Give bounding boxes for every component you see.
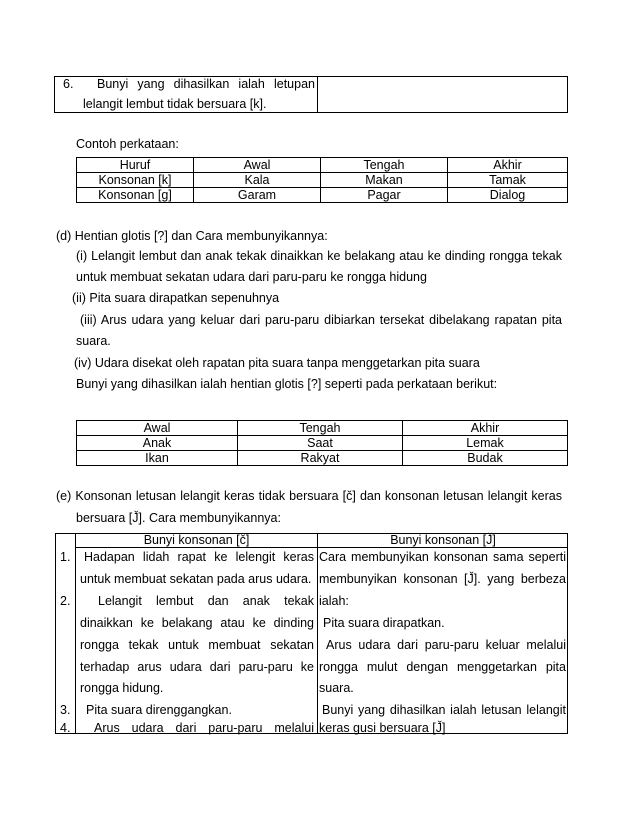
table-row xyxy=(77,436,568,451)
t1-cell: Kala xyxy=(194,173,321,188)
table3-divider-middle xyxy=(317,533,318,734)
item6-line2: lelangit lembut tidak bersuara [k]. xyxy=(83,97,267,111)
table-examples-k-g xyxy=(76,157,568,203)
t1-cell: Garam xyxy=(194,188,321,203)
t1-cell: Dialog xyxy=(448,188,568,203)
t3-number-2: 2. xyxy=(60,594,71,608)
t3-left-line: dinaikkan ke belakang atau ke dinding xyxy=(80,616,314,630)
section-d-ii: (ii) Pita suara dirapatkan sepenuhnya xyxy=(72,291,280,305)
t2-header-tengah: Tengah xyxy=(238,421,403,436)
t1-header-awal: Awal xyxy=(194,158,321,173)
item6-empty-cell xyxy=(318,77,568,113)
t1-cell: Pagar xyxy=(321,188,448,203)
t3-left-line: rongga hidung. xyxy=(80,681,164,695)
t2-cell: Saat xyxy=(238,436,403,451)
item6-line1: Bunyi yang dihasilkan ialah letupan xyxy=(97,77,315,91)
t3-left-line: rongga tekak untuk membuat sekatan xyxy=(80,638,314,652)
section-e-line2: bersuara [J̌]. Cara membunyikannya: xyxy=(76,511,281,525)
table-row xyxy=(77,451,568,466)
t1-cell: Tamak xyxy=(448,173,568,188)
table3-header-rule xyxy=(75,547,568,548)
t3-right-line: suara. xyxy=(319,681,354,695)
t3-number-4: 4. xyxy=(60,721,71,735)
t3-right-line: Cara membunyikan konsonan sama seperti xyxy=(319,550,566,564)
table3-divider-number xyxy=(75,533,76,734)
t3-right-line: membunyikan konsonan [J̌]. yang berbeza xyxy=(319,572,566,586)
t3-header-right: Bunyi konsonan [J̌] xyxy=(390,533,496,547)
table-glottal-examples xyxy=(76,420,568,466)
t1-header-akhir: Akhir xyxy=(448,158,568,173)
section-d-i-line1: (i) Lelangit lembut dan anak tekak dinaikkan ke belakang atau ke dinding rongga tekak xyxy=(76,249,562,263)
contoh-label: Contoh perkataan: xyxy=(76,137,179,151)
t3-right-line: Bunyi yang dihasilkan ialah letusan lelangit xyxy=(322,703,566,717)
t3-left-line: untuk membuat sekatan pada arus udara. xyxy=(80,572,312,586)
section-d-heading: (d) Hentian glotis [?] dan Cara membunyikannya: xyxy=(56,229,328,243)
t3-number-3: 3. xyxy=(60,703,71,717)
t2-cell: Anak xyxy=(77,436,238,451)
t3-header-left: Bunyi konsonan [č] xyxy=(143,533,250,547)
table-row xyxy=(77,188,568,203)
t1-header-huruf: Huruf xyxy=(77,158,194,173)
t2-cell: Ikan xyxy=(77,451,238,466)
t3-left-line: Hadapan lidah rapat ke lelengit keras xyxy=(84,550,314,564)
t3-left-line: Lelangit lembut dan anak tekak xyxy=(98,594,314,608)
t3-right-line: rongga mulut dengan menggetarkan pita xyxy=(319,660,566,674)
section-d-i-line2: untuk membuat sekatan udara dari paru-paru ke rongga hidung xyxy=(76,270,427,284)
t3-left-line: terhadap arus udara dari paru-paru ke xyxy=(80,660,314,674)
table-row xyxy=(77,173,568,188)
section-d-iii-line1: (iii) Arus udara yang keluar dari paru-paru dibiarkan tersekat dibelakang rapatan pita xyxy=(80,313,562,327)
section-d-result: Bunyi yang dihasilkan ialah hentian glotis [?] seperti pada perkataan berikut: xyxy=(76,377,498,391)
section-e-line1: (e) Konsonan letusan lelangit keras tidak bersuara [č] dan konsonan letusan lelangit keras xyxy=(56,489,562,503)
t3-right-line: ialah: xyxy=(319,594,349,608)
t1-cell: Makan xyxy=(321,173,448,188)
t1-header-tengah: Tengah xyxy=(321,158,448,173)
t2-header-akhir: Akhir xyxy=(403,421,568,436)
section-d-iv: (iv) Udara disekat oleh rapatan pita suara tanpa menggetarkan pita suara xyxy=(74,356,480,370)
t2-cell: Lemak xyxy=(403,436,568,451)
t3-left-line: Pita suara direnggangkan. xyxy=(86,703,232,717)
t1-cell: Konsonan [g] xyxy=(77,188,194,203)
t2-header-awal: Awal xyxy=(77,421,238,436)
t3-right-line: Arus udara dari paru-paru keluar melalui xyxy=(326,638,566,652)
t2-cell: Budak xyxy=(403,451,568,466)
t1-cell: Konsonan [k] xyxy=(77,173,194,188)
t2-cell: Rakyat xyxy=(238,451,403,466)
t3-number-1: 1. xyxy=(60,550,71,564)
t3-right-line: keras gusi bersuara [J̌] xyxy=(319,721,446,735)
t3-right-line: Pita suara dirapatkan. xyxy=(323,616,445,630)
t3-left-line: Arus udara dari paru-paru melalui xyxy=(94,721,314,735)
section-d-iii-line2: suara. xyxy=(76,334,111,348)
item6-number: 6. xyxy=(63,77,74,91)
